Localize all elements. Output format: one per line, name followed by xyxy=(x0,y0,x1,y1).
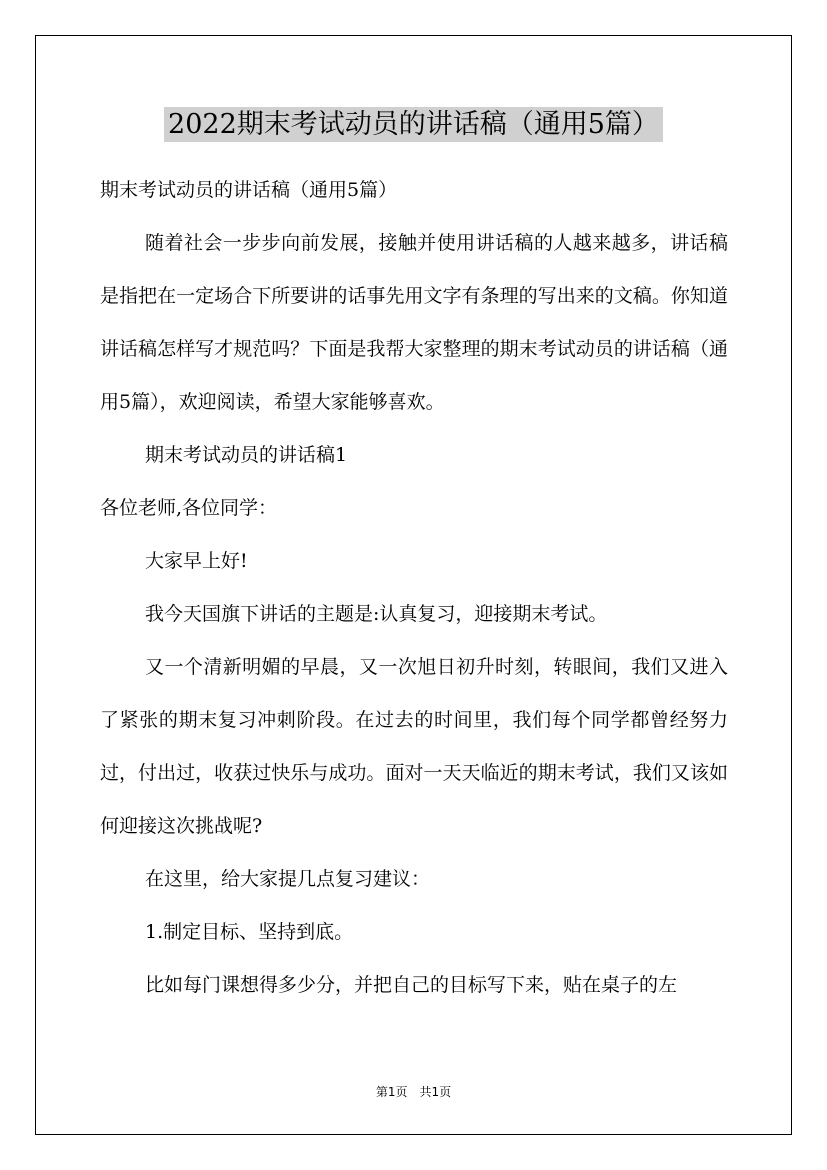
paragraph-subtitle: 期末考试动员的讲话稿（通用5篇） xyxy=(100,179,398,201)
page-number-label: 第1页 共1页 xyxy=(375,1085,452,1099)
paragraph-intro: 随着社会一步步向前发展，接触并使用讲话稿的人越来越多，讲话稿是指把在一定场合下所要讲的话事先用文字有条理的写出来的文稿。你知道讲话稿怎样写才规范吗？下面是我帮大家整理的期末考试动员的讲话稿（通用5篇），欢迎阅读，希望大家能够喜欢。 xyxy=(100,232,728,413)
page-footer xyxy=(0,1083,827,1100)
document-title xyxy=(0,102,827,141)
paragraph-salutation: 各位老师,各位同学： xyxy=(100,497,278,519)
paragraph-suggestion-1-detail: 比如每门课想得多少分，并把自己的目标写下来，贴在桌子的左 xyxy=(145,974,678,996)
paragraph-suggestions-intro: 在这里，给大家提几点复习建议： xyxy=(145,868,431,890)
paragraph-section-heading: 期末考试动员的讲话稿1 xyxy=(145,444,348,466)
paragraph-greeting: 大家早上好! xyxy=(145,550,248,572)
paragraph-topic: 我今天国旗下讲话的主题是:认真复习，迎接期末考试。 xyxy=(145,603,608,625)
paragraph-suggestion-1: 1.制定目标、坚持到底。 xyxy=(145,921,354,943)
paragraph-body: 又一个清新明媚的早晨，又一次旭日初升时刻，转眼间，我们又进入了紧张的期末复习冲刺阶段。在过去的时间里，我们每个同学都曾经努力过，付出过，收获过快乐与成功。面对一天天临近的期末考试，我们又该如何迎接这次挑战呢? xyxy=(100,656,728,837)
document-body xyxy=(100,164,728,1012)
document-title-text: 2022期末考试动员的讲话稿（通用5篇） xyxy=(164,107,663,142)
